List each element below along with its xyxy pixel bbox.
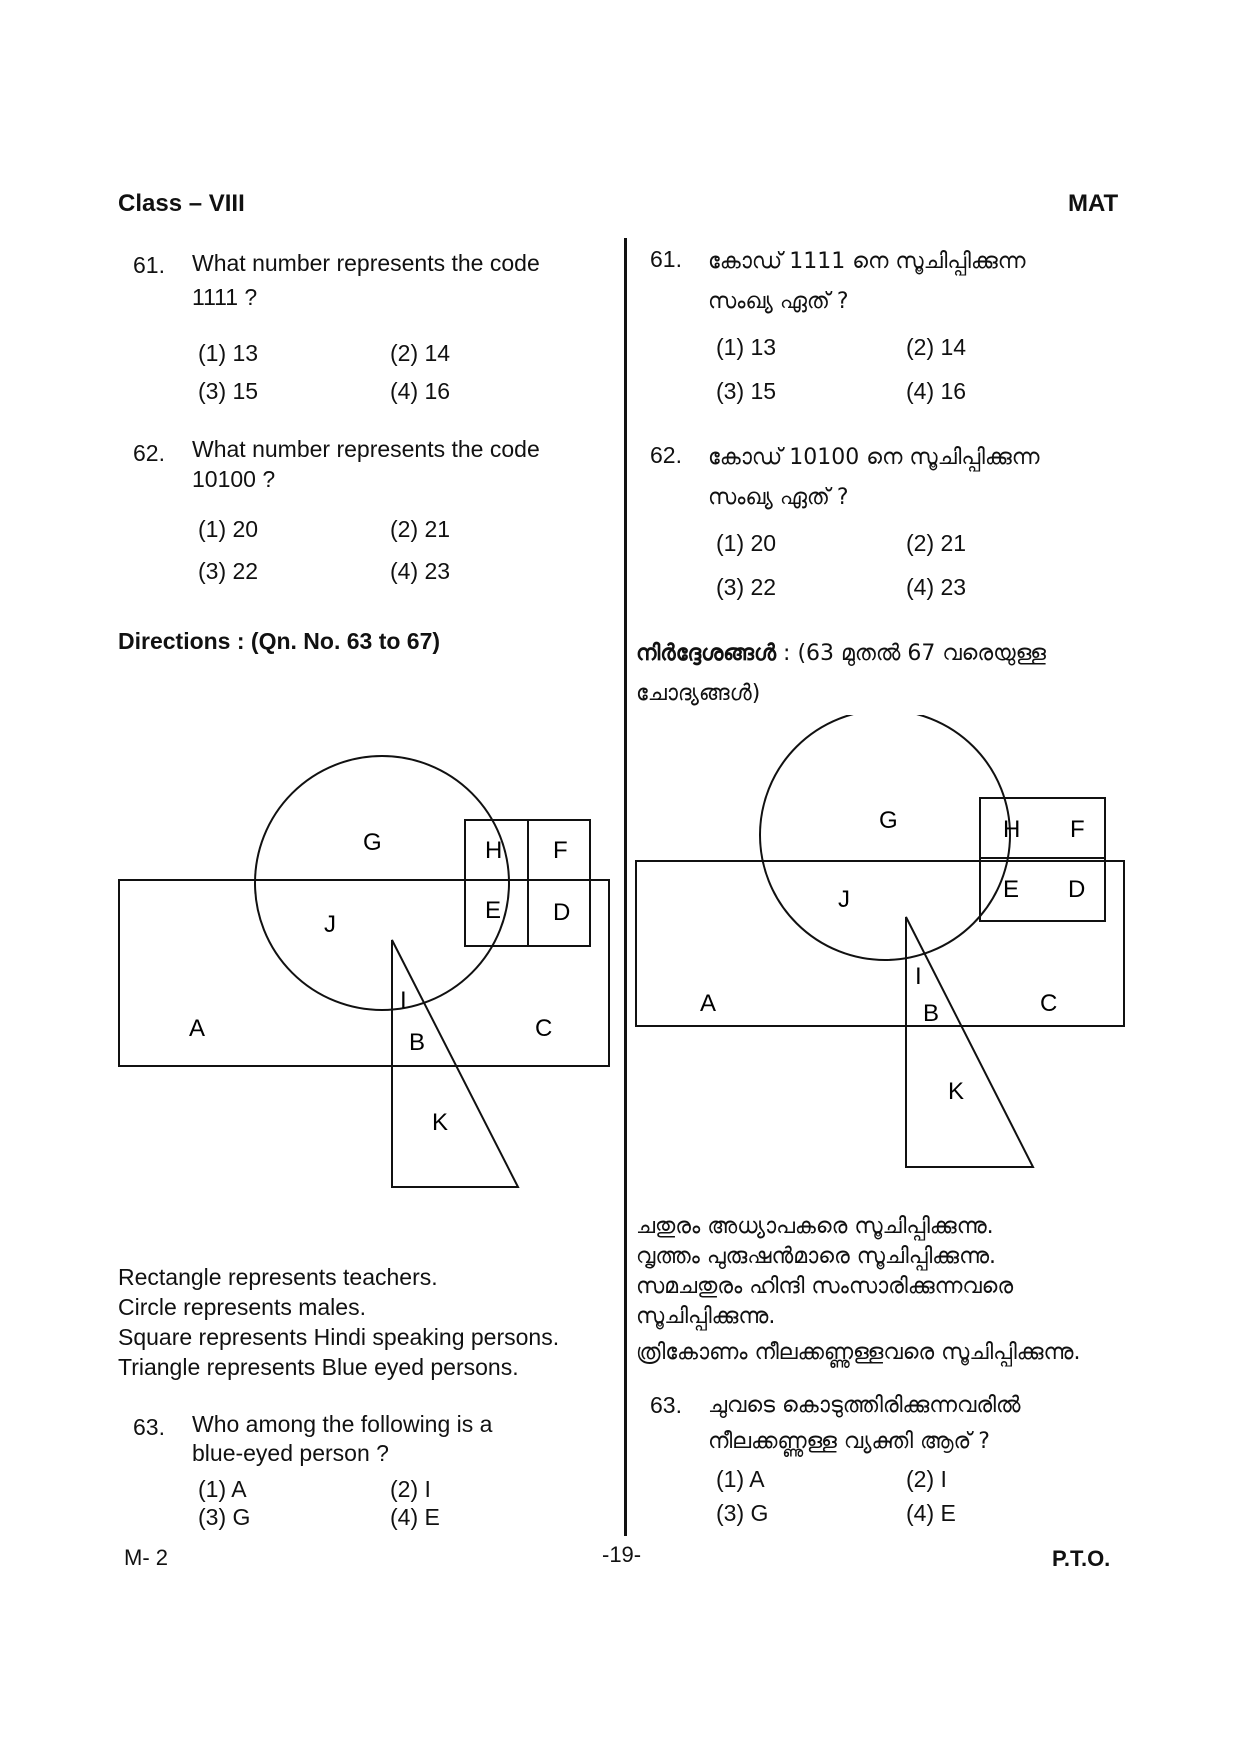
option: (4) 23 — [390, 558, 451, 584]
question-line: Who among the following is a — [192, 1411, 493, 1437]
directions-bold: നിർദ്ദേശങ്ങൾ — [636, 641, 777, 666]
directions-heading: Directions : (Qn. No. 63 to 67) — [118, 628, 441, 654]
question-text — [192, 246, 592, 314]
label-k: K — [948, 1078, 965, 1105]
option: (4) E — [390, 1504, 440, 1530]
label-e: E — [485, 897, 502, 924]
label-b: B — [409, 1029, 426, 1056]
option: (2) I — [390, 1476, 431, 1502]
option: (4) E — [906, 1500, 956, 1526]
label-e: E — [1003, 876, 1020, 903]
option: (3) G — [198, 1504, 251, 1530]
label-a: A — [700, 990, 717, 1017]
label-c: C — [1040, 990, 1058, 1017]
label-h: H — [1003, 816, 1021, 843]
circle-shape — [255, 756, 509, 1010]
option: (1) A — [716, 1466, 765, 1492]
option: (2) 21 — [390, 516, 451, 542]
page-number: -19- — [602, 1542, 642, 1567]
description-line: Rectangle represents teachers. — [118, 1264, 438, 1290]
option: (1) 13 — [198, 340, 259, 366]
question-text — [192, 434, 592, 494]
option: (3) 15 — [716, 378, 777, 404]
question-line: ചുവടെ കൊടുത്തിരിക്കുന്നവരിൽ — [708, 1393, 1021, 1418]
option: (2) 14 — [390, 340, 451, 366]
label-f: F — [553, 837, 568, 864]
option: (1) 20 — [198, 516, 259, 542]
class-header: Class – VIII — [118, 190, 245, 217]
label-d: D — [1068, 876, 1086, 903]
label-j: J — [324, 911, 336, 938]
option: (3) 22 — [716, 574, 777, 600]
question-text — [708, 1388, 1198, 1460]
question-line: What number represents the code — [192, 250, 540, 276]
question-text — [192, 1410, 592, 1468]
question-line: സംഖ്യ ഏത് ? — [708, 289, 849, 314]
label-g: G — [879, 807, 898, 834]
question-text — [708, 242, 1198, 322]
question-line: blue-eyed person ? — [192, 1440, 389, 1466]
triangle-shape — [906, 917, 1033, 1167]
question-line: സംഖ്യ ഏത് ? — [708, 485, 849, 510]
question-line: കോഡ് 10100 നെ സൂചിപ്പിക്കുന്ന — [708, 445, 1040, 470]
label-f: F — [1070, 816, 1085, 843]
footer-code: M- 2 — [124, 1545, 168, 1570]
label-i: I — [400, 987, 407, 1014]
option: (1) A — [198, 1476, 247, 1502]
directions-line: ചോദ്യങ്ങൾ) — [636, 681, 761, 706]
option: (2) I — [906, 1466, 947, 1492]
directions-heading — [636, 634, 1196, 714]
description-line: വൃത്തം പുരുഷൻമാരെ സൂചിപ്പിക്കുന്നു. — [636, 1244, 997, 1269]
description-line: Square represents Hindi speaking persons. — [118, 1324, 560, 1350]
question-number: 62. — [133, 440, 165, 466]
question-number: 61. — [650, 246, 682, 272]
square-shape — [980, 798, 1105, 921]
label-h: H — [485, 837, 503, 864]
option: (2) 14 — [906, 334, 967, 360]
question-text — [708, 438, 1198, 518]
option: (1) 13 — [716, 334, 777, 360]
option: (3) 15 — [198, 378, 259, 404]
circle-shape — [760, 715, 1010, 960]
option: (4) 16 — [906, 378, 967, 404]
description-list — [636, 1212, 1216, 1368]
description-list — [118, 1262, 559, 1382]
option: (4) 23 — [906, 574, 967, 600]
option: (3) G — [716, 1500, 769, 1526]
triangle-shape — [392, 940, 518, 1187]
option: (3) 22 — [198, 558, 259, 584]
description-line: സമചതുരം ഹിന്ദി സംസാരിക്കുന്നവരെ — [636, 1274, 1014, 1299]
column-divider — [624, 238, 627, 1536]
label-k: K — [432, 1109, 449, 1136]
description-line: ചതുരം അധ്യാപകരെ സൂചിപ്പിക്കുന്നു. — [636, 1214, 994, 1239]
description-line: Circle represents males. — [118, 1294, 366, 1320]
question-line: കോഡ് 1111 നെ സൂചിപ്പിക്കുന്ന — [708, 249, 1026, 274]
option: (1) 20 — [716, 530, 777, 556]
label-g: G — [363, 829, 382, 856]
venn-diagram-right — [630, 715, 1130, 1175]
question-number: 63. — [650, 1392, 682, 1418]
question-line: What number represents the code — [192, 436, 540, 462]
description-line: Triangle represents Blue eyed persons. — [118, 1354, 519, 1380]
option: (2) 21 — [906, 530, 967, 556]
question-number: 62. — [650, 442, 682, 468]
question-number: 63. — [133, 1414, 165, 1440]
question-line: നീലക്കണ്ണുള്ള വ്യക്തി ആര് ? — [708, 1429, 990, 1454]
pto-label: P.T.O. — [1052, 1546, 1111, 1571]
label-j: J — [838, 886, 850, 913]
venn-diagram-left — [110, 700, 620, 1200]
label-c: C — [535, 1015, 553, 1042]
question-line: 10100 ? — [192, 466, 276, 492]
question-line: 1111 ? — [192, 284, 258, 310]
subject-header: MAT — [1068, 190, 1119, 217]
label-b: B — [923, 1000, 940, 1027]
option: (4) 16 — [390, 378, 451, 404]
question-number: 61. — [133, 252, 165, 278]
description-line: സൂചിപ്പിക്കുന്നു. — [636, 1304, 776, 1329]
label-i: I — [915, 963, 922, 990]
label-a: A — [189, 1015, 206, 1042]
label-d: D — [553, 899, 571, 926]
directions-rest: : (63 മുതൽ 67 വരെയുള്ള — [776, 641, 1046, 666]
description-line: ത്രികോണം നീലക്കണ്ണുള്ളവരെ സൂചിപ്പിക്കുന്നു. — [636, 1340, 1081, 1365]
